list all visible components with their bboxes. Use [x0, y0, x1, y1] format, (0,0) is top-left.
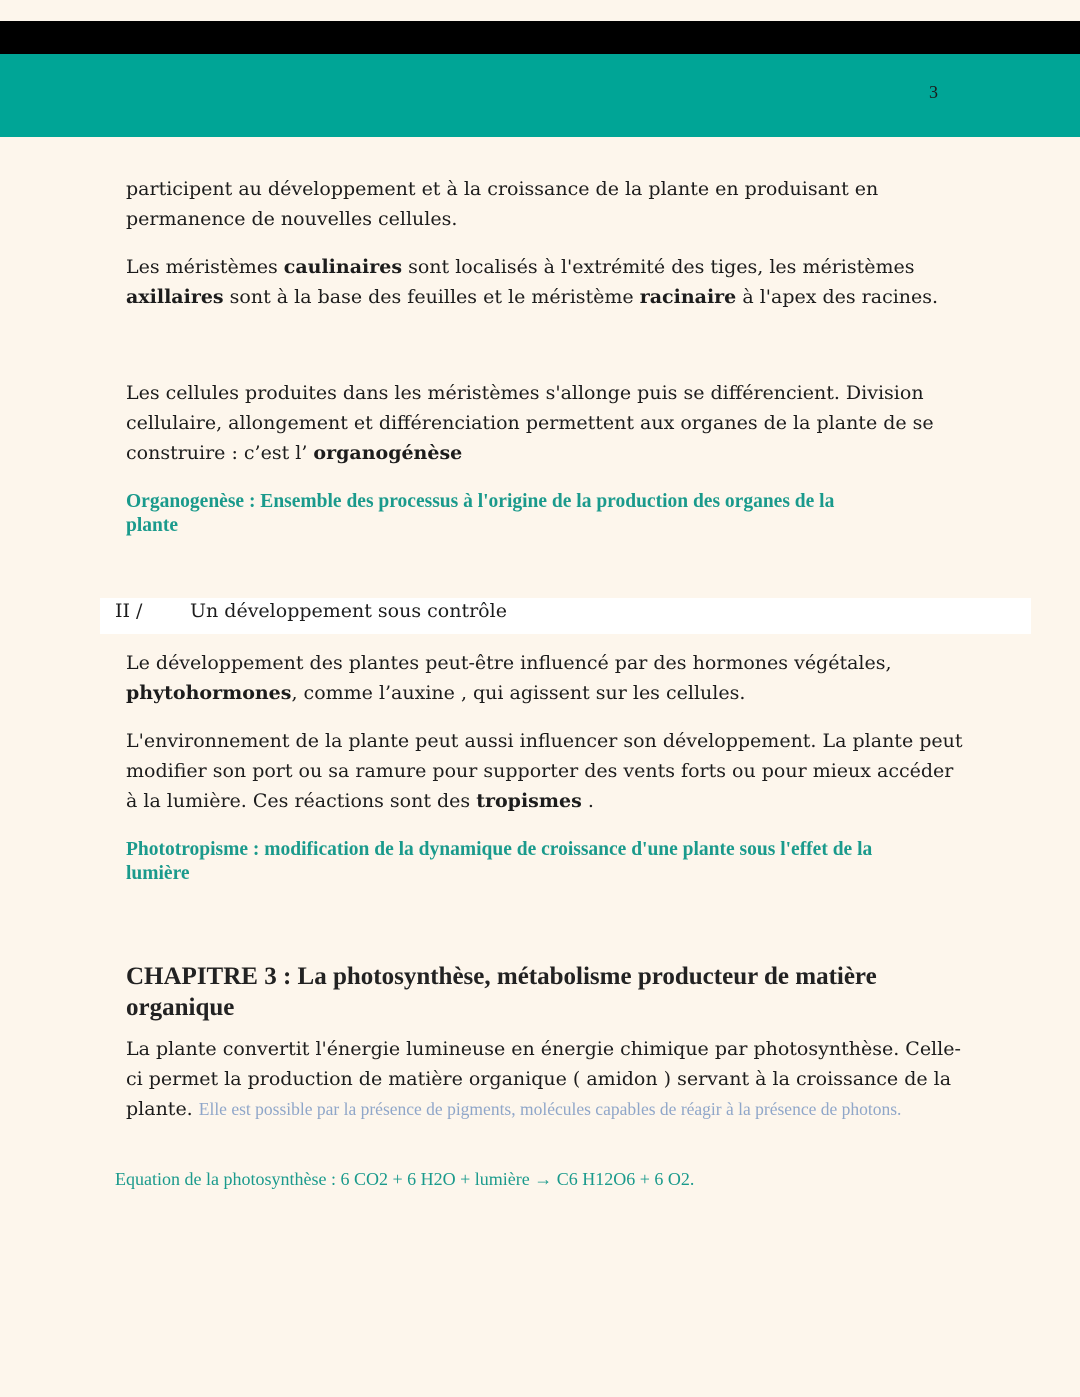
- photosynthesis-equation: Equation de la photosynthèse : 6 CO2 + 6 H2O + lumière → C6 H12O6 + 6 O2.: [115, 1169, 695, 1189]
- term-racinaire: racinaire: [639, 286, 737, 308]
- faded-text: Elle est possible par la présence de pigments, molécules capables de réagir à la présence de photons.: [198, 1099, 902, 1119]
- term-phytohormones: phytohormones: [126, 682, 292, 704]
- definition-organogenese: Organogenèse : Ensemble des processus à l'origine de la production des organes de la plante: [126, 491, 835, 536]
- section-title: Un développement sous contrôle: [190, 600, 507, 622]
- section-number: II /: [115, 600, 143, 622]
- top-black-bar: [0, 21, 1080, 54]
- term-organogenese: organogénèse: [313, 442, 463, 464]
- paragraph-tropismes: L'environnement de la plante peut aussi influencer son développement. La plante peut modifier son port ou sa ramure pour supporter des vents forts ou pour mieux accéder à la lumière. Ces réactions sont des tropismes .: [126, 730, 963, 812]
- paragraph-organogenesis: Les cellules produites dans les méristèmes s'allonge puis se différencient. Division cellulaire, allongement et différenciation permettent aux organes de la plante de se construire : c’est l’ organogénèse: [126, 382, 934, 464]
- paragraph-photosynthesis: La plante convertit l'énergie lumineuse en énergie chimique par photosynthèse. Celle-ci permet la production de matière organique ( amidon ) servant à la croissance de la plante. Elle est possible par la présence de pigments, molécules capables de réagir à la présence de photons.: [126, 1038, 961, 1120]
- term-caulinaires: caulinaires: [283, 256, 403, 278]
- page-number: 3: [929, 82, 938, 102]
- paragraph-phytohormones: Le développement des plantes peut-être influencé par des hormones végétales, phytohormones, comme l’auxine , qui agissent sur les cellules.: [126, 652, 892, 704]
- term-tropismes: tropismes: [476, 790, 582, 812]
- chapter-title: CHAPITRE 3 : La photosynthèse, métabolisme producteur de matière organique: [126, 963, 877, 1021]
- term-axillaires: axillaires: [126, 286, 224, 308]
- definition-phototropisme: Phototropisme : modification de la dynamique de croissance d'une plante sous l'effet de la lumière: [126, 839, 873, 884]
- paragraph-meristem-intro: participent au développement et à la croissance de la plante en produisant en permanence de nouvelles cellules.: [126, 178, 879, 230]
- paragraph-meristem-types: Les méristèmes caulinaires sont localisés à l'extrémité des tiges, les méristèmes axillaires sont à la base des feuilles et le méristème racinaire à l'apex des racines.: [126, 256, 939, 308]
- header-band: [0, 54, 1080, 137]
